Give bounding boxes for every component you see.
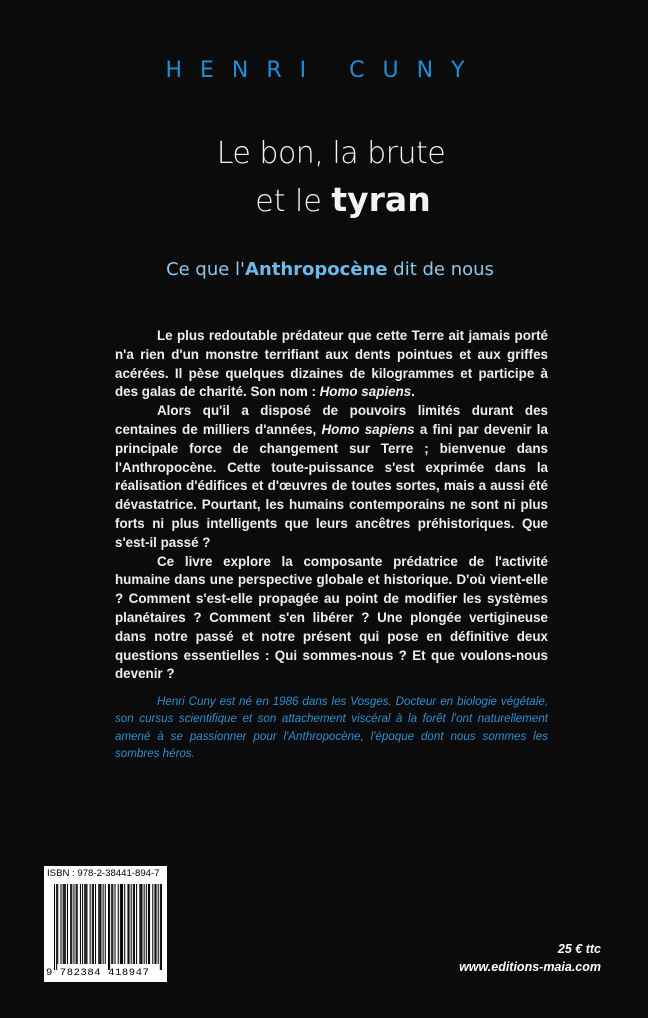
barcode-bar <box>108 884 109 970</box>
barcode-bar <box>57 884 58 964</box>
barcode-bar <box>90 884 91 964</box>
barcode-bar <box>93 884 94 964</box>
barcode-bar <box>120 884 121 964</box>
blurb-p1-text-a: Le plus redoutable prédateur que cette Terre ait jamais porté n'a rien d'un monstre terrifiant aux dents pointues et aux griffes acérées. Il pèse quelques dizaines de kilogrammes et participe à des galas de charité. Son nom : <box>115 328 548 400</box>
barcode-bar <box>85 884 86 964</box>
barcode-bar <box>86 884 87 964</box>
subtitle-emphasis: Anthropocène <box>245 259 388 280</box>
barcode-bar <box>114 884 115 964</box>
barcode-bar <box>76 884 77 964</box>
author-name: HENRI CUNY <box>165 58 483 83</box>
barcode-bar <box>131 884 132 964</box>
barcode-bar <box>134 884 135 964</box>
barcode-bar <box>105 884 106 964</box>
barcode-bar <box>60 884 61 964</box>
barcode-bar <box>112 884 113 964</box>
barcode-bar <box>139 884 140 964</box>
barcode-bar <box>122 884 123 964</box>
book-title-emphasis: tyran <box>331 180 431 219</box>
publisher-website: www.editions-maia.com <box>459 960 601 974</box>
blurb-paragraph-3: Ce livre explore la composante prédatrice de l'activité humaine dans une perspective globale et historique. D'où vient-elle ? Comment s'est-elle propagée au point de modifier les systèmes planétaires ? Comment s'en libérer ? Une plongée vertigineuse dans notre passé et notre présent qui pose en définitive deux questions essentielles : Qui sommes-nous ? Et que voulons-nous devenir ? <box>115 553 548 682</box>
blurb-p2-text-a: Alors qu'il a disposé de pouvoirs limités durant des centaines de milliers d'années, <box>115 403 548 437</box>
barcode-bar <box>156 884 157 964</box>
barcode-bar <box>77 884 78 964</box>
blurb-p2-text-b: a fini par devenir la principale force de changement sur Terre ; bienvenue dans l'Anthropocène. Cette toute-puissance s'est exprimée dans la réalisation d'édifices et d'œuvres de toutes sortes, mais a aussi été dévastatrice. Pourtant, les humains contemporains ne sont ni plus forts ni plus intelligents que leurs ancêtres préhistoriques. Que s'est-il passé ? <box>115 421 548 550</box>
barcode-bar <box>121 884 122 964</box>
barcode-bar <box>98 884 99 964</box>
barcode-bar <box>84 884 85 964</box>
barcode-bar <box>158 884 159 964</box>
barcode-bar <box>95 884 96 964</box>
barcode-bar <box>141 884 142 964</box>
barcode-bar <box>103 884 104 964</box>
barcode-bar <box>82 884 83 964</box>
barcode-bar <box>100 884 101 964</box>
book-subtitle <box>0 259 648 280</box>
barcode-bar <box>148 884 149 964</box>
barcode-bar <box>127 884 128 964</box>
barcode-bar <box>124 884 125 964</box>
blurb-p2-emphasis: Homo sapiens <box>321 421 415 437</box>
barcode-bar <box>67 884 68 964</box>
book-title-line1: Le bon, la brute <box>216 136 446 171</box>
barcode-bar <box>73 884 74 964</box>
barcode-bar <box>111 884 112 964</box>
barcode-bar <box>133 884 134 964</box>
price: 25 € ttc <box>557 942 601 956</box>
isbn-label: ISBN : 978-2-38441-894-7 <box>47 868 160 879</box>
barcode-bar <box>161 884 162 970</box>
barcode-digits: 9 782384 418947 <box>46 967 150 979</box>
barcode-bar <box>65 884 66 964</box>
barcode-bar <box>149 884 150 964</box>
book-title-line2 <box>0 180 648 219</box>
barcode-bar <box>118 884 119 964</box>
blurb-p1-emphasis: Homo sapiens <box>319 384 412 400</box>
barcode-icon <box>54 884 162 970</box>
barcode-bar <box>129 884 130 964</box>
barcode-bar <box>99 884 100 964</box>
author-bio: Henri Cuny est né en 1986 dans les Vosges. Docteur en biologie végétale, son cursus scientifique et son attachement viscéral à la forêt l'ont naturellement amené à se passionner pour l'Anthropocène, l'époque dont nous sommes les sombres héros. <box>115 695 548 761</box>
barcode-bar <box>109 884 110 970</box>
barcode-bar <box>154 884 155 964</box>
barcode-bar <box>63 884 64 964</box>
subtitle-prefix: Ce que l' <box>166 259 246 280</box>
isbn-barcode-block <box>44 866 167 982</box>
back-cover-blurb <box>115 327 548 684</box>
barcode-bar <box>92 884 93 964</box>
subtitle-suffix: dit de nous <box>387 259 494 280</box>
barcode-bar <box>152 884 153 964</box>
barcode-bar <box>140 884 141 964</box>
barcode-bar <box>64 884 65 964</box>
barcode-bar <box>71 884 72 964</box>
blurb-paragraph-2 <box>115 402 548 552</box>
barcode-bar <box>160 884 161 970</box>
blurb-paragraph-1 <box>115 327 548 402</box>
barcode-bar <box>54 884 55 970</box>
barcode-bar <box>56 884 57 970</box>
barcode-bar <box>80 884 81 964</box>
blurb-p1-text-b: . <box>411 384 415 400</box>
barcode-bar <box>136 884 137 964</box>
book-title-line2-prefix: et le <box>255 184 332 219</box>
barcode-bar <box>70 884 71 964</box>
barcode-bar <box>146 884 147 964</box>
barcode-bar <box>144 884 145 964</box>
